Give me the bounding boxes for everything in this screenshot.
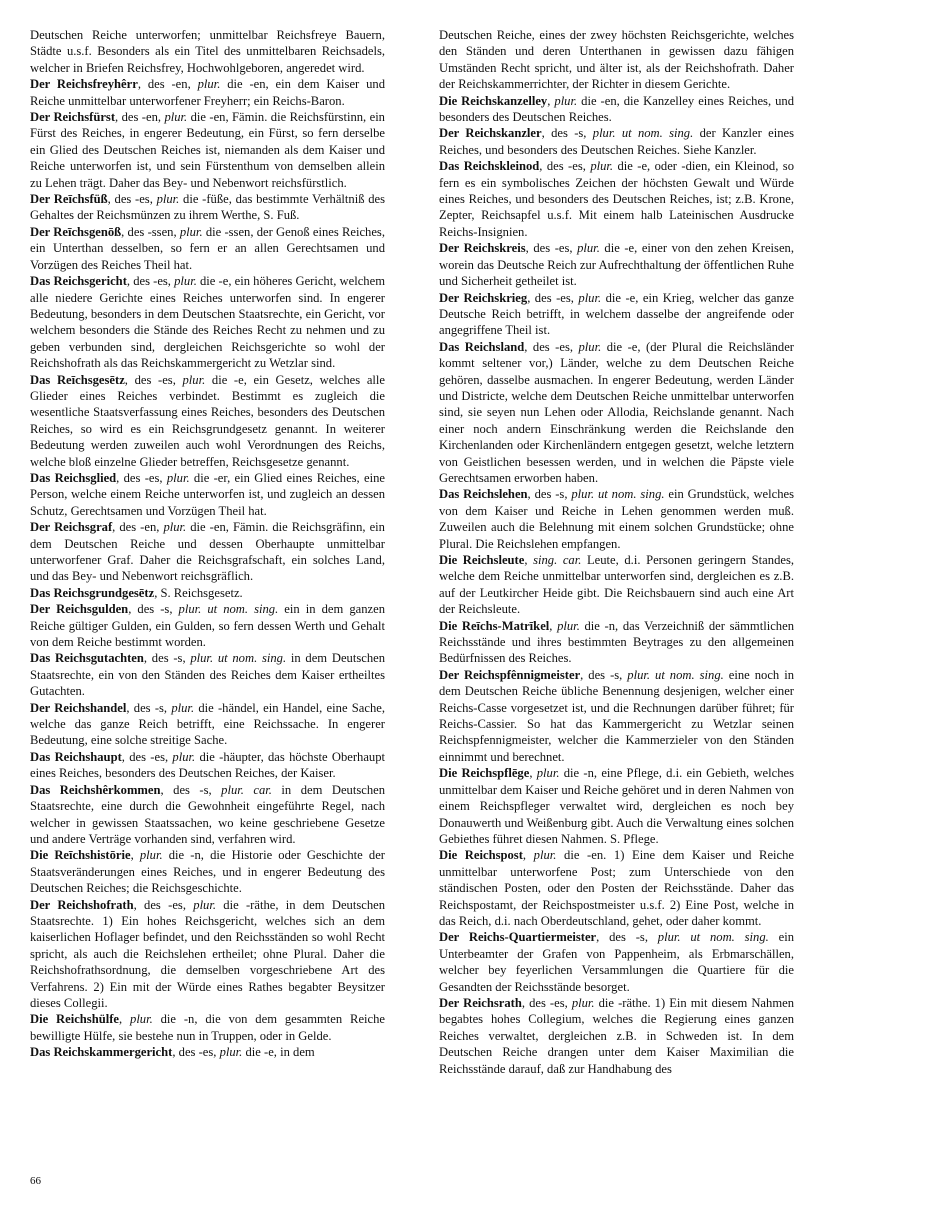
dictionary-entry (30, 782, 385, 848)
entry-text: , des -es, (124, 372, 183, 387)
dictionary-entry (439, 125, 794, 158)
grammar-note: plur. (536, 766, 560, 781)
grammar-note: plur. car. (221, 782, 272, 797)
entry-text: , des -es, (133, 897, 194, 912)
definition: Deutschen Reiche unterworfen; unmittelbar Reichsfreye Bauern, Städte u.s.f. Besonders als ein Titel des unmittelbaren Reichsadels, welcher in Briefen Reichsfrey, Hochwohlgeboren, angeredet wird. (30, 28, 385, 75)
headword: Die Reichsleute (439, 553, 525, 567)
definition: die -räthe. 1) Ein mit diesem Nahmen begabtes hohes Collegium, welches die Regierung eines ganzen Reiches verwaltet, dergleichen z.B. in Schweden ist. In dem Deutschen Reiche drangen unter dem Kaiser Maximilian die Reichsstände darauf, daß zur Handhabung des (439, 995, 794, 1076)
definition: der Kanzler eines Reiches, und besonders des Deutschen Reiches. Siehe Kanzler. (439, 126, 795, 157)
grammar-note: plur. ut nom. sing. (592, 126, 694, 141)
dictionary-entry (439, 339, 794, 487)
definition: die -e, oder -dien, ein Kleinod, so fern es ein symbolisches Zeichen der höchsten Gewalt und Würde eines Reiches, und besonders des Deutschen Reiches, ist; z.B. Krone, Zepter, Reichsapfel u.s.f. Mit einem halb Lateinischen Ausdrucke Reichs-Insignien. (439, 159, 794, 239)
definition: Leute, d.i. Personen geringern Standes, welche dem Reiche unmittelbar unterworfen sind, dergleichen es z.B. auf der Leutkircher Heide gibt. Die Reichsbauern sind auch eine Art der Reichsleute. (439, 553, 795, 617)
dictionary-entry (30, 700, 385, 749)
entry-text: , (522, 848, 534, 863)
dictionary-entry (30, 847, 385, 896)
definition: die -n, die Historie oder Geschichte der Staatsveränderungen eines Reiches, und in engerer Bedeutung des Deutschen Reiches; die Reichsgeschichte. (30, 848, 385, 896)
entry-text: , des -s, (128, 602, 179, 617)
headword: Der Reichsgraf (30, 520, 113, 535)
entry-text: , des -es, (527, 290, 579, 305)
headword: Die Reīchshistōrie (30, 848, 131, 863)
dictionary-entry (439, 240, 794, 289)
dictionary-entry (439, 93, 794, 126)
entry-text: , des -es, (116, 470, 167, 485)
headword: Die Reīchs-Matrīkel (439, 618, 550, 633)
headword: Das Reichsglied (30, 470, 117, 485)
dictionary-entry (439, 486, 794, 552)
definition: die -er, ein Glied eines Reiches, eine Person, welche einem Reiche unterworfen ist, und zugleich an dessen Schutz, Gerechtsamen und Vorzügen Theil hat. (30, 470, 385, 518)
entry-text: , (119, 1012, 131, 1027)
headword: Der Reichskrieg (439, 290, 528, 305)
grammar-note: plur. (554, 93, 578, 108)
page-number: 66 (30, 1175, 41, 1187)
grammar-note: plur. ut nom. sing. (627, 667, 724, 682)
headword: Der Reichsfreyhêrr (30, 77, 138, 92)
definition: die -händel, ein Handel, eine Sache, welche das ganze Reich betrifft, eine Reichssache. In engerer Bedeutung, eine solche streitige Sache. (30, 700, 386, 748)
definition: die -e, ein Krieg, welcher das ganze Deutsche Reich betrifft, in welchem dasselbe der angreifende oder angegriffene Theil ist. (439, 290, 794, 338)
grammar-note: plur. (164, 110, 188, 125)
definition: die -n, eine Pflege, d.i. ein Gebieth, welches unmittelbar dem Kaiser und Reiche gehöret und in deren Nahmen von einem Reichspfleger verwaltet wird, dergleichen es noch bey Donauwerth und Weißenburg gibt. Auch die Verwaltung eines solchen Gebiethes führet diesen Nahmen. S. Pflege. (439, 766, 795, 846)
definition: die -en. 1) Eine dem Kaiser und Reiche unmittelbar unterworfene Post; zum Unterschiede von den ständischen Posten, oder den Posten der Reichsstände. Daher das Reichspostamt, der Reichspostmeister u.s.f. 2) Eine Post, welche in das Reich, d.i. nach Oberdeutschland, gehet, oder daher kommt. (439, 848, 795, 928)
dictionary-entry (439, 847, 794, 929)
definition: eine noch in dem Deutschen Reiche übliche Benennung desjenigen, welcher einer Reichs-Casse vorgesetzet ist, und die Rechnungen darüber führet; für Reichs-Cassier. So hat das Kammergericht zu Wetzlar seinen Reichspfennigmeister, welcher die Kammerzieler von den Ständen einnimmt und berechnet. (439, 667, 794, 764)
headword: Das Reichsland (439, 339, 525, 354)
headword: Das Reichshêrkommen (30, 782, 161, 797)
headword: Die Reichspost (439, 848, 523, 863)
definition: die -häupter, das höchste Oberhaupt eines Reiches, besonders des Deutschen Reiches, der Kaiser. (30, 749, 385, 781)
definition: ein Unterbeamter der Grafen von Pappenheim, als Erbmarschällen, welcher bey feyerlichen Versammlungen die Quartiere für die Gesandten der Reichsstände besorget. (439, 930, 794, 994)
dictionary-entry (30, 650, 385, 699)
headword: Der Reichsfürst (30, 110, 116, 125)
grammar-note: plur. (578, 339, 602, 354)
headword: Das Reichsgrundgesētz (30, 585, 155, 600)
grammar-note: plur. ut nom. sing. (571, 487, 665, 502)
headword: Das Reichsgutachten (30, 651, 144, 666)
headword: Der Reīchsfüß (30, 192, 108, 207)
dictionary-entry (30, 1011, 385, 1044)
dictionary-entry (439, 290, 794, 339)
grammar-note: plur. (179, 224, 203, 239)
grammar-note: plur. ut nom. sing. (657, 930, 769, 945)
dictionary-entry (439, 27, 794, 93)
grammar-note: plur. (197, 77, 221, 92)
grammar-note: plur. (166, 470, 190, 485)
dictionary-entry (439, 995, 794, 1077)
headword: Der Reichskanzler (439, 126, 542, 141)
headword: Die Reichspflēge (439, 766, 530, 781)
grammar-note: plur. (174, 274, 197, 289)
entry-text: , (529, 766, 537, 781)
definition: ein Grundstück, welches von dem Kaiser und Reiche in Lehen genommen werden muß. Zuweilen auch die Belehnung mit einem solchen Grundstücke; ohne Plural. Die Reichslehen empfangen. (439, 487, 795, 551)
entry-text: , des -es, (521, 995, 572, 1010)
dictionary-entry (30, 109, 385, 191)
definition: ein in dem ganzen Reiche gültiger Gulden, ein Gulden, so fern dessen Werth und Gehalt von dem Reiche bestimmt worden. (30, 602, 386, 650)
headword: Der Reichshandel (30, 700, 127, 715)
definition: die -räthe, in dem Deutschen Staatsrechte. 1) Ein hohes Reichsgericht, welches sich an dem kaiserlichen Hoflager befindet, und den Reichsständen so wohl Recht spricht, als auch die Reichslehen ertheilet; ohne Plural. Daher die Reichshofrathsordnung, die demselben vorgeschriebene Art des Verfahrens. 2) Ein mit der Würde eines Rathes begabter Beysitzer dieses Collegii. (30, 897, 386, 1010)
headword: Das Reichsgericht (30, 274, 127, 289)
dictionary-entry (30, 273, 385, 371)
left-column (30, 27, 385, 1061)
definition: die -n, die von dem gesammten Reiche bewilligte Hülfe, sie bestehe nun in Truppen, oder in Gelde. (30, 1012, 386, 1043)
definition: die -e, (der Plural die Reichsländer kommt seltener vor,) Länder, welche zu dem Deutschen Reiche gehören, dasselbe ausmachen. In engerer Bedeutung, werden Länder und Districte, welche dem Deutschen Reiche unmittelbar unterworfen sind, sie seyen nun Lehen oder Allodia, Reichslande genannt. Nach einer noch andern Einschränkung werden die Reichslande den Kirchenlanden oder Kirchenländern entgegen gesetzt, welche letztern von Geistlichen besessen werden, und in welchen die Päpste viele Gerechtsamen erworben haben. (439, 339, 794, 485)
entry-text: , des -en, (112, 520, 164, 535)
grammar-note: plur. (172, 749, 196, 764)
entry-text: , des -es, (525, 241, 578, 256)
dictionary-entry (439, 158, 794, 240)
entry-text: , des -ssen, (121, 224, 180, 239)
definition: die -n, das Verzeichniß der sämmtlichen Reichsstände und ihres bestimmten Beytrages zu den allgemeinen Bedürfnissen des Reiches. (439, 618, 794, 666)
grammar-note: plur. ut nom. sing. (178, 602, 279, 617)
entry-text: , des -s, (580, 667, 628, 682)
definition: die -en, die Kanzelley eines Reiches, und besonders des Deutschen Reiches. (439, 93, 794, 125)
definition: die -en, Fämin. die Reichsfürstinn, ein Fürst des Reiches, in engerer Bedeutung, ein Fürst, so fern derselbe ein Glied des Deutschen Reiches ist, niemanden als dem Kaiser und Reiche unterworfen ist, und sein Fürstenthum von demselben allein zu Lehen trägt. Daher das Bey- und Nebenwort reichsfürstlich. (30, 110, 385, 190)
entry-text: , (547, 93, 555, 108)
definition: die -e, in dem (242, 1045, 315, 1060)
dictionary-entry (30, 27, 385, 76)
headword: Das Reichshaupt (30, 749, 122, 764)
entry-text: , des -en, (137, 77, 198, 92)
grammar-note: plur. (156, 192, 180, 207)
dictionary-entry (30, 76, 385, 109)
grammar-note: plur. (571, 995, 595, 1010)
entry-text: , (130, 848, 140, 863)
headword: Der Reichsrath (439, 995, 522, 1010)
grammar-note: plur. (139, 848, 163, 863)
grammar-note: plur. (219, 1045, 243, 1060)
definition: die -e, ein Gesetz, welches alle Glieder eines Reiches verbindet. Bestimmt es zugleich die wesentliche Staatsverfassung eines Reiches, besonders des Deutschen Reiches, so wird es ein Reichsgrundgesetz genannt. In weiterer Bedeutung werden zuweilen auch wohl Verordnungen des Reichs, welche bloß einzelne Glieder betreffen, Reichsgesetze genannt. (30, 372, 385, 469)
dictionary-entry (30, 1044, 385, 1060)
entry-text: , des -s, (596, 930, 658, 945)
headword: Der Reichshofrath (30, 897, 134, 912)
headword: Der Reīchsgenōß (30, 224, 122, 239)
entry-text: , des -s, (126, 700, 172, 715)
entry-text: , (549, 618, 558, 633)
grammar-note: plur. (171, 700, 195, 715)
dictionary-entry (30, 601, 385, 650)
grammar-note: plur. (577, 241, 600, 256)
dictionary-entry (30, 191, 385, 224)
dictionary-entry (30, 224, 385, 273)
entry-text: , des -s, (143, 651, 191, 666)
dictionary-entry (439, 552, 794, 618)
headword: Der Reichsgulden (30, 602, 129, 617)
definition: die -en, ein dem Kaiser und Reiche unmittelbar unterworfener Freyherr; ein Reichs-Baron. (30, 77, 385, 108)
definition: die -füße, das bestimmte Verhältniß des Gehaltes der Reichsmünzen zu ihrem Werthe, S. Fuß. (30, 192, 385, 223)
dictionary-entry (439, 667, 794, 765)
definition: die -en, Fämin. die Reichsgräfinn, ein dem Deutschen Reiche und dessen Oberhaupte unmittelbar unterworfener Graf. Daher die Reichsgrafschaft, ein solches Land, und das Bey- und Nebenwort reichsgräflich. (30, 520, 385, 584)
grammar-note: plur. (533, 848, 557, 863)
dictionary-entry (30, 749, 385, 782)
entry-text: , des -en, (115, 110, 165, 125)
entry-text: , (524, 553, 534, 567)
dictionary-entry (30, 470, 385, 519)
dictionary-entry (439, 618, 794, 667)
entry-text: , des -es, (172, 1045, 220, 1060)
entry-text: , des -s, (160, 782, 222, 797)
headword: Die Reichskanzelley (439, 93, 548, 108)
headword: Der Reichskreis (439, 241, 526, 256)
definition: die -e, einer von den zehen Kreisen, worein das Deutsche Reich zur Aufrechthaltung der öffentlichen Ruhe und Sicherheit getheilet ist. (439, 241, 794, 289)
grammar-note: plur. (590, 159, 614, 174)
grammar-note: plur. (557, 618, 580, 633)
grammar-note: plur. (578, 290, 602, 305)
grammar-note: sing. car. (533, 553, 582, 567)
dictionary-entry (30, 372, 385, 470)
grammar-note: plur. ut nom. sing. (190, 651, 287, 666)
grammar-note: plur. (130, 1012, 153, 1027)
grammar-note: plur. (182, 372, 206, 387)
entry-text: , S. Reichsgesetz. (154, 585, 243, 600)
headword: Der Reichs-Quartiermeister (439, 930, 597, 945)
dictionary-entry (439, 929, 794, 995)
dictionary-entry (30, 585, 385, 601)
entry-text: , des -es, (107, 192, 157, 207)
entry-text: , des -es, (121, 749, 173, 764)
headword: Das Reichskammergericht (30, 1045, 173, 1060)
grammar-note: plur. (193, 897, 217, 912)
definition: in dem Deutschen Staatsrechte, ein von den Ständen des Reiches dem Kaiser ertheiltes Gutachten. (30, 651, 386, 699)
headword: Der Reichspfênnigmeister (439, 667, 581, 682)
entry-text: , des -es, (539, 159, 591, 174)
definition: die -ssen, der Genoß eines Reiches, ein Unterthan desselben, so fern er an allen Gerechtsamen und Vorzügen des Reiches Theil hat. (30, 224, 385, 272)
grammar-note: plur. (163, 520, 187, 535)
entry-text: , des -es, (524, 339, 579, 354)
entry-text: , des -s, (527, 487, 572, 502)
dictionary-entry (30, 519, 385, 585)
dictionary-entry (30, 897, 385, 1012)
definition: in dem Deutschen Staatsrechte, eine durch die Gewohnheit eingeführte Regel, nach welcher in gewissen Staatssachen, wo keine geschriebene Gesetze und andere Verträge vorhanden sind, verfahren wird. (30, 782, 386, 846)
definition: die -e, ein höheres Gericht, welchem alle niedere Gerichte eines Reiches unterworfen sind. In engerer Bedeutung, besonders in dem Deutschen Staatsrechte, ein Gericht, vor welchem besonders die Stände des Reiches Recht zu nehmen und zu geben verbunden sind, dergleichen Reichsgerichte so wohl der Reichshofrath als das Reichskammergericht zu Wetzlar sind. (30, 274, 385, 371)
headword: Das Reichskleinod (439, 159, 540, 174)
entry-text: , des -s, (541, 126, 593, 141)
headword: Das Reīchsgesētz (30, 372, 125, 387)
headword: Die Reichshülfe (30, 1012, 120, 1027)
headword: Das Reichslehen (439, 487, 528, 502)
dictionary-entry (439, 765, 794, 847)
definition: Deutschen Reiche, eines der zwey höchsten Reichsgerichte, welches den Ständen und deren Unterthanen in gewissen dazu fähigen Umständen Recht spricht, und älter ist, als der Reichshofrath. Daher der Reichskammerrichter, der Richter in diesem Gerichte. (439, 28, 794, 92)
right-column (439, 27, 794, 1077)
entry-text: , des -es, (126, 274, 175, 289)
